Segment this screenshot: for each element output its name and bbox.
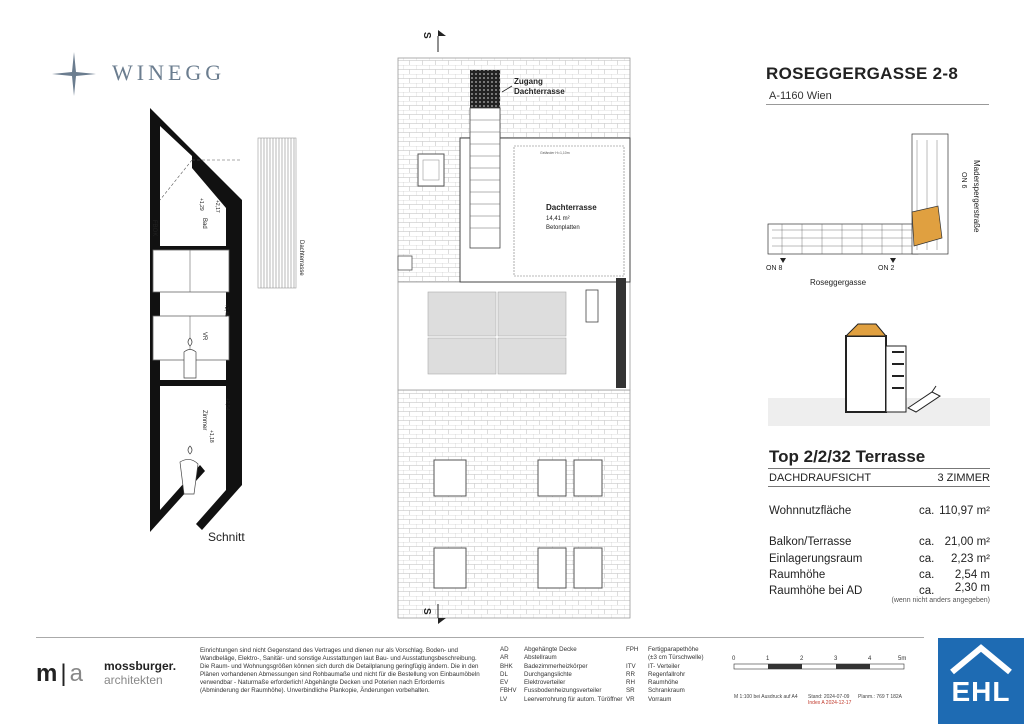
schnitt-room-vr: VR — [201, 332, 207, 341]
section-marker-bottom: S — [421, 608, 432, 615]
area-row-label: Raumhöhe — [769, 569, 826, 581]
schnitt-height-3: +2,46 — [223, 304, 229, 317]
building-elevation — [768, 316, 990, 428]
legend-item: ITV IT- Verteiler — [626, 662, 680, 670]
schnitt-room-zimmer: Zimmer — [201, 410, 207, 431]
project-address: A-1160 Wien — [769, 90, 832, 102]
ehl-logo-text: EHL — [951, 676, 1011, 707]
disclaimer-text: Einrichtungen sind nicht Gegenstand des Vertrages und dienen nur als Vorschlag. Boden- und Wandbeläge, Elektro-, Sanitär- und sonstige Ausstattungen laut Bau- und Ausstattungsbeschreibung. Die Raum- und Wohnungsgrößen können sich durch die Detailplanung geringfügig ändern. Die in den Plänen vorhandenen Abmessungen sind Rohbaumaße und nicht für die Bestellung von Einbaumöbeln verwendbar - Naturmaße erforderlich! Abgehängte Decken und Poterien nach Erfordernis (Abminderung der Raumhöhe). Unverbindliche Plankopie, Änderungen vorbehalten. — [200, 647, 480, 695]
project-title: ROSEGGERGASSE 2-8 — [766, 64, 959, 83]
schnitt-height-1: +2,17 — [214, 200, 220, 213]
schnitt-fbok: FBOK — [151, 220, 157, 237]
unit-sub-divider — [768, 486, 990, 487]
scale-bar — [730, 652, 910, 674]
terrace-name: Dachterrasse — [546, 203, 597, 212]
legend-item: BHK Badezimmerheizkörper — [500, 662, 588, 670]
access-label-2: Dachterrasse — [514, 87, 565, 96]
scale-tick-0: 0 — [732, 656, 736, 662]
ehl-roof-icon — [948, 642, 1014, 676]
index-date: Index A 2024-12-17 — [808, 700, 852, 706]
brand-name: WINEGG — [112, 60, 226, 85]
schnitt-height-4: +2,54 — [224, 398, 230, 411]
area-row-wohnnutzflaeche — [769, 505, 990, 520]
scale-tick-4: 4 — [868, 656, 872, 662]
legend-item: SR Schrankraum — [626, 687, 685, 695]
scale-tick-5: 5m — [898, 656, 907, 662]
stand-date: Stand: 2024-07-09 — [808, 694, 850, 700]
legend-item: RH Raumhöhe — [626, 679, 679, 687]
legend-item: EV Elektroverteiler — [500, 679, 566, 687]
legend-item: AD Abgehängte Decke — [500, 646, 577, 653]
legend-col-2 — [626, 646, 704, 704]
schnitt-height-5: +1,18 — [208, 430, 214, 443]
architect-logo-a: a — [69, 660, 83, 687]
scale-tick-2: 2 — [800, 656, 804, 662]
scale-tick-3: 3 — [834, 656, 838, 662]
area-row-label: Einlagerungsraum — [769, 553, 863, 565]
terrace-area: 14,41 m² — [546, 216, 570, 222]
site-on-2: ON 2 — [878, 265, 895, 272]
area-row-label: Wohnnutzfläche — [769, 505, 852, 517]
schnitt-roof-label: Dachterrasse — [298, 240, 304, 276]
area-row-value: 2,23 m² — [951, 553, 990, 565]
area-row-value: 110,97 m² — [939, 505, 990, 517]
schnitt-room-bad: Bad — [201, 218, 207, 229]
legend-item: RR Regenfallrohr — [626, 670, 686, 678]
section-drawing — [130, 100, 320, 540]
architect-logo: m | a — [36, 660, 83, 687]
architect-logo-m: m — [36, 660, 58, 687]
view-label: DACHDRAUFSICHT — [769, 472, 872, 484]
area-row-ca: ca. — [919, 585, 935, 597]
area-row-ca: ca. — [919, 505, 935, 517]
plan-number: Planm.: 769 T 182A — [858, 694, 903, 700]
area-row-value: 21,00 m² — [944, 536, 990, 548]
area-row-label: Raumhöhe bei AD — [769, 585, 863, 597]
schnitt-label: Schnitt — [208, 530, 245, 544]
site-map — [762, 120, 992, 290]
legend-item: FPH Fertigparapethöhe — [626, 646, 699, 653]
legend-item: VR Vorraum — [626, 695, 672, 703]
architect-sub: architekten — [104, 673, 163, 687]
area-row-value: 2,54 m — [954, 569, 990, 581]
legend-item: LV Leerverrohrung für autom. Türöffner — [500, 695, 623, 703]
street-roseggergasse: Roseggergasse — [810, 278, 867, 287]
terrace-material: Betonplatten — [546, 225, 580, 231]
access-label-1: Zugang — [514, 77, 543, 86]
scale-tick-1: 1 — [766, 656, 770, 662]
unit-divider — [768, 468, 990, 469]
area-row-ca: ca. — [919, 569, 935, 581]
area-note: (wenn nicht anders angegeben) — [891, 597, 990, 604]
schnitt-height-2: +1,29 — [198, 198, 204, 211]
area-row-einlagerung — [769, 553, 990, 568]
legend-col-1 — [500, 646, 622, 704]
unit-title: Top 2/2/32 Terrasse — [769, 447, 926, 466]
area-row-label: Balkon/Terrasse — [769, 536, 852, 548]
area-row-value: 2,30 m — [954, 582, 990, 594]
section-marker-top: S — [421, 32, 432, 39]
scale-note: M 1:100 bei Ausdruck auf A4 — [734, 694, 798, 700]
legend-item: DL Durchgangslichte — [500, 670, 572, 678]
site-on-6: ON 6 — [960, 172, 967, 189]
area-row-balkon — [769, 536, 990, 551]
rooms-label: 3 ZIMMER — [937, 472, 990, 484]
architect-name: mossburger. — [104, 659, 177, 673]
legend-item: AR Abstellraum — [500, 654, 557, 662]
winegg-star-icon — [50, 50, 98, 98]
railing-label: Geländer H=1,10m — [540, 151, 570, 155]
header-divider — [766, 104, 989, 105]
legend-item: FBHV Fussbodenheizungsverteiler — [500, 687, 602, 695]
street-maderspergerstrasse: Maderspergerstraße — [972, 160, 981, 233]
site-on-8: ON 8 — [766, 265, 783, 272]
area-row-ca: ca. — [919, 536, 935, 548]
footer-divider — [36, 637, 924, 638]
roof-plan-drawing — [390, 20, 640, 630]
area-row-ca: ca. — [919, 553, 935, 565]
legend-item: (±3 cm Türschwelle) — [648, 654, 704, 662]
